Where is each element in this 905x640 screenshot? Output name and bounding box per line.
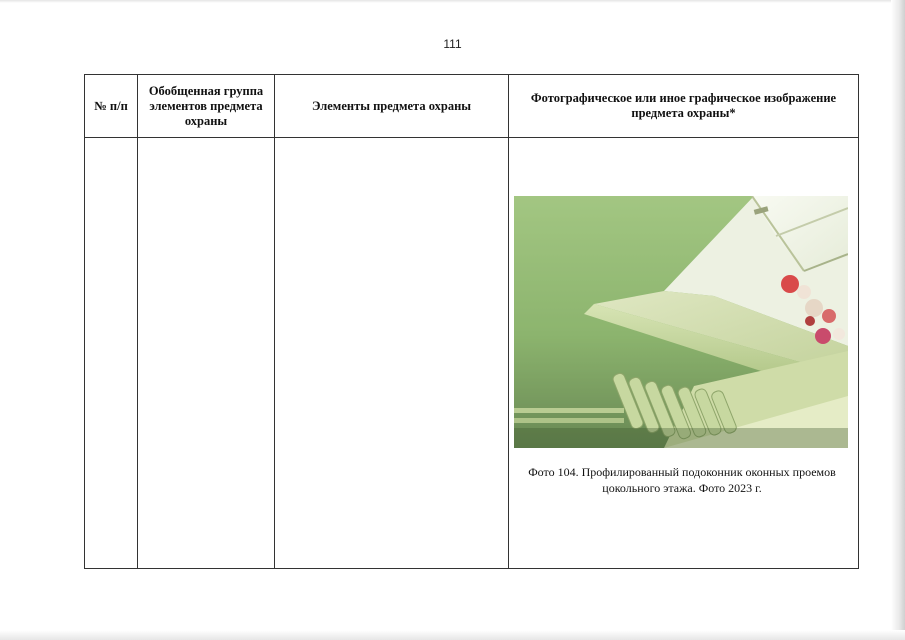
cell-group	[138, 138, 275, 569]
cell-photo	[509, 138, 859, 569]
header-photo: Фотографическое или иное графическое изображение предмета охраны*	[509, 75, 859, 138]
header-number: № п/п	[85, 75, 138, 138]
table-header-row	[85, 75, 859, 138]
header-group: Обобщенная группа элементов предмета охраны	[138, 75, 275, 138]
table-row	[85, 138, 859, 569]
page-number: 111	[443, 37, 462, 51]
photo-caption	[509, 464, 855, 496]
photo-windowsill-image	[514, 196, 848, 448]
heritage-table	[84, 74, 859, 569]
scan-edge-right	[891, 0, 905, 640]
cell-elements	[275, 138, 509, 569]
header-elements: Элементы предмета охраны	[275, 75, 509, 138]
cell-number	[85, 138, 138, 569]
photo-caption-line1: Фото 104. Профилированный подоконник оконных проемов	[528, 465, 836, 479]
scan-edge-bottom	[0, 630, 905, 640]
scan-edge-top	[0, 0, 905, 3]
photo-caption-line2: цокольного этажа. Фото 2023 г.	[602, 481, 762, 495]
